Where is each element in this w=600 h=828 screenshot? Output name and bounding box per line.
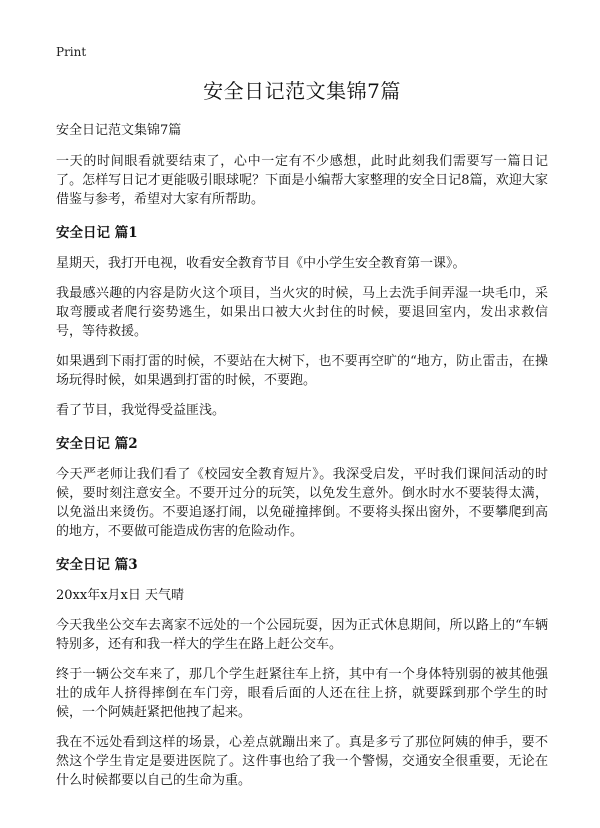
section-heading: 安全日记 篇3 — [56, 557, 138, 573]
section-paragraph: 今天我坐公交车去离家不远处的一个公园玩耍，因为正式休息期间，所以路上的“车辆特别多，还有和我一样大的学生在路上赶公交车。 — [56, 618, 548, 652]
document-title: 安全日记范文集锦7篇 — [203, 79, 401, 103]
section-heading: 安全日记 篇1 — [56, 225, 138, 241]
section-paragraph: 我最感兴趣的内容是防火这个项目，当火灾的时候，马上去洗手间弄湿一块毛巾，采取弯腰或者爬行姿势逃生，如果出口被大火封住的时候，要退回室内，发出求救信号，等待救援。 — [56, 286, 548, 339]
section-paragraph: 终于一辆公交车来了，那几个学生赶紧往车上挤，其中有一个身体特别弱的被其他强壮的成年人挤得摔倒在车门旁，眼看后面的人还在往上挤，就要踩到那个学生的时候，一个阿姨赶紧把他拽了起来。 — [56, 667, 548, 720]
print-label: Print — [56, 45, 87, 59]
section-3 — [56, 555, 548, 790]
section-paragraph: 我在不远处看到这样的场景，心差点就蹦出来了。真是多亏了那位阿姨的伸手，要不然这个学生肯定是要进医院了。这件事也给了我一个警惕，交通安全很重要，无论在什么时候都要以自己的生命为重。 — [56, 735, 548, 788]
section-heading: 安全日记 篇2 — [56, 436, 138, 452]
section-paragraph: 星期天，我打开电视，收看安全教育节目《中小学生安全教育第一课》。 — [56, 256, 466, 271]
section-paragraph: 如果遇到下雨打雷的时候，不要站在大树下，也不要再空旷的“地方，防止雷击，在操场玩得时候，如果遇到打雷的时候，不要跑。 — [56, 354, 548, 388]
section-2 — [56, 434, 548, 541]
intro-paragraph: 一天的时间眼看就要结束了，心中一定有不少感想，此时此刻我们需要写一篇日记了。怎样写日记才更能吸引眼球呢？下面是小编帮大家整理的安全日记8篇，欢迎大家借鉴与参考，希望对大家有所帮助。 — [56, 154, 548, 207]
section-paragraph: 20xx年x月x日 天气晴 — [56, 588, 185, 603]
document-subtitle: 安全日记范文集锦7篇 — [56, 123, 182, 138]
section-1 — [56, 223, 548, 420]
section-paragraph: 看了节目，我觉得受益匪浅。 — [56, 403, 226, 418]
section-paragraph: 今天严老师让我们看了《校园安全教育短片》。我深受启发，平时我们课间活动的时候，要时刻注意安全。不要开过分的玩笑，以免发生意外。倒水时水不要装得太满，以免溢出来烫伤。不要追逐打闹，以免碰撞摔倒。不要将头探出窗外，不要攀爬到高的地方，不要做可能造成伤害的危险动作。 — [56, 467, 548, 539]
